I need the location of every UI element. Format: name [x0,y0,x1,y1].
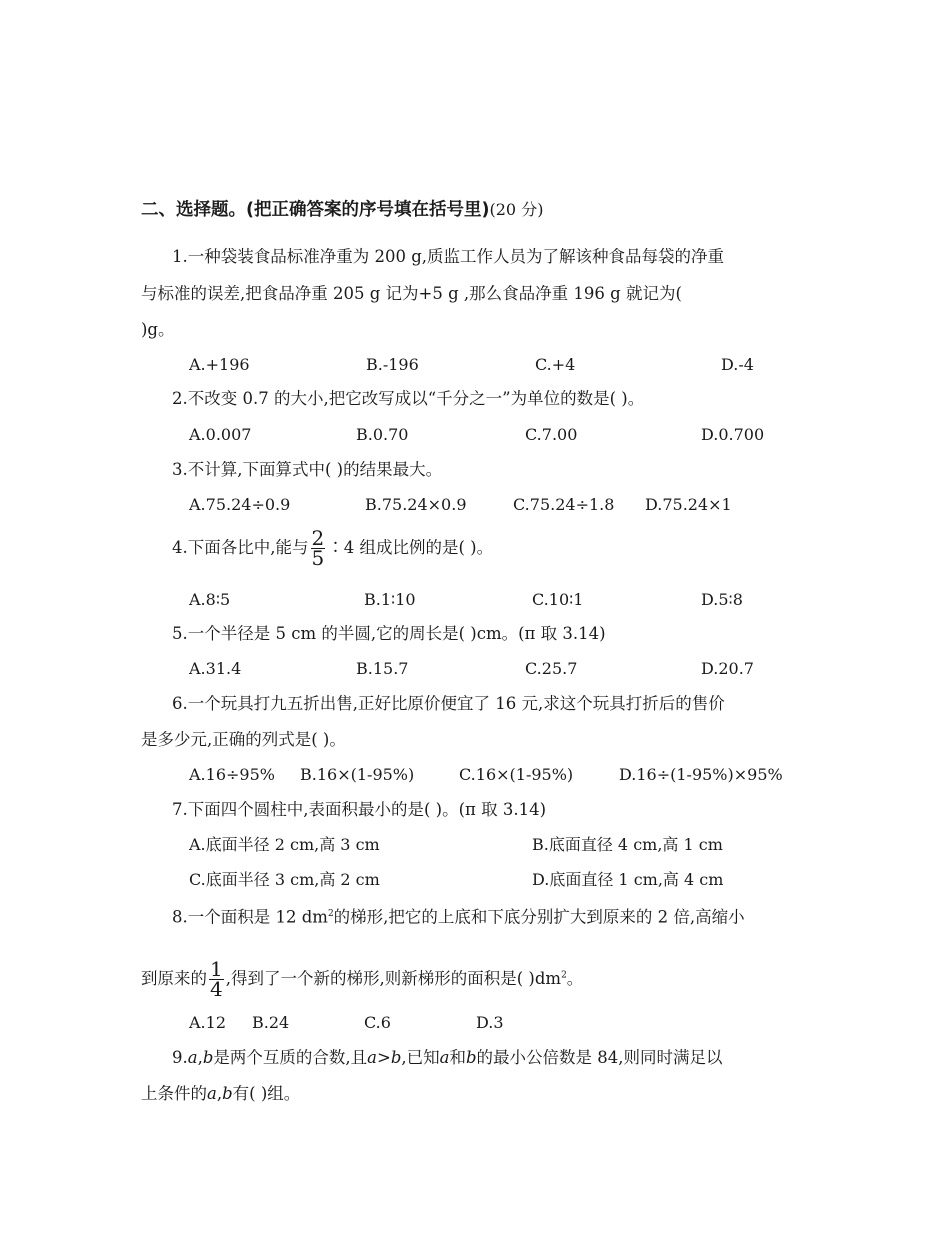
q6-line1: 6.一个玩具打九五折出售,正好比原价便宜了 16 元,求这个玩具打折后的售价 [172,694,725,713]
q4-text [172,526,494,570]
q7-option-b: B.底面直径 4 cm,高 1 cm [532,835,723,854]
q9-comma-2: , [216,1084,223,1103]
q9-var-b: b [202,1048,214,1067]
q8-line2 [141,957,584,1001]
q5-option-a: A.31.4 [189,659,242,678]
q3-option-b: B.75.24×0.9 [365,495,467,514]
section-score: (20 分) [489,200,544,219]
q5-text: 5.一个半径是 5 cm 的半圆,它的周长是( )cm。(π 取 3.14) [172,624,606,643]
q9-line1 [172,1047,723,1069]
q1-option-b: B.-196 [366,355,419,374]
q9-t4: 的最小公倍数是 84,则同时满足以 [476,1048,723,1067]
q8-option-c: C.6 [364,1013,391,1032]
q9-line2 [141,1083,300,1105]
q8-option-d: D.3 [476,1013,504,1032]
q4-frac-num: 2 [311,526,325,550]
q9-num: 9. [172,1048,188,1067]
q8-frac-den: 4 [210,977,223,1001]
q3-option-c: C.75.24÷1.8 [513,495,615,514]
q8-sup-2: 2 [561,970,567,981]
q4-prefix: 4.下面各比中,能与 [172,538,309,557]
q1-option-c: C.+4 [535,355,576,374]
q4-option-b: B.1∶10 [364,590,416,609]
q3-option-a: A.75.24÷0.9 [189,495,291,514]
q5-option-c: C.25.7 [525,659,578,678]
q8-option-a: A.12 [189,1013,226,1032]
q6-option-c: C.16×(1-95%) [459,765,574,784]
q1-line2: 与标准的误差,把食品净重 205 g 记为+5 g ,那么食品净重 196 g 就记为( [141,284,682,303]
q2-option-a: A.0.007 [189,425,252,444]
q3-text: 3.不计算,下面算式中( )的结果最大。 [172,460,443,479]
q6-option-d: D.16÷(1-95%)×95% [619,765,783,784]
q8-line2-a: 到原来的 [141,969,207,988]
q8-fraction [209,957,224,1001]
q1-option-d: D.-4 [721,355,754,374]
q4-fraction [311,526,326,570]
q9-ineq: a>b [367,1048,402,1067]
q9-var-a3: a [207,1084,217,1103]
q9-t1: 是两个互质的合数,且 [213,1048,368,1067]
q7-text: 7.下面四个圆柱中,表面积最小的是( )。(π 取 3.14) [172,800,547,819]
q2-option-d: D.0.700 [701,425,765,444]
q5-option-b: B.15.7 [356,659,409,678]
q2-option-b: B.0.70 [356,425,409,444]
q9-comma: , [197,1048,203,1067]
q6-line2: 是多少元,正确的列式是( )。 [141,730,346,749]
q8-line1-a: 8.一个面积是 12 dm [172,907,328,927]
q8-line1 [172,903,745,929]
q9-t2: ,已知 [401,1048,440,1067]
q9-line2-a: 上条件的 [141,1084,207,1103]
q4-option-a: A.8∶5 [189,590,231,609]
q9-line2-b: 有( )组。 [232,1084,301,1103]
q9-var-a: a [187,1048,198,1067]
q6-option-a: A.16÷95% [189,765,275,784]
q8-frac-num: 1 [210,957,223,981]
q9-var-b2: b [465,1048,477,1067]
q9-var-a2: a [439,1048,450,1067]
q8-line2-b: ,得到了一个新的梯形,则新梯形的面积是( )dm [225,969,562,988]
q7-option-d: D.底面直径 1 cm,高 4 cm [532,870,724,889]
q4-frac-den: 5 [311,546,325,570]
q8-sup-1: 2 [327,909,334,919]
q8-option-b: B.24 [252,1013,290,1032]
q4-option-c: C.10∶1 [532,590,584,609]
q9-t3: 和 [449,1048,466,1067]
q8-line1-b: 的梯形,把它的上底和下底分别扩大到原来的 2 倍,高缩小 [333,907,745,927]
q9-var-b3: b [222,1084,233,1103]
section-title: 二、选择题。(把正确答案的序号填在括号里) [141,200,490,220]
q3-option-d: D.75.24×1 [645,495,732,514]
section-heading [141,199,543,221]
q4-option-d: D.5∶8 [701,590,743,609]
q8-line2-c: 。 [566,969,584,988]
q4-suffix: ∶4 组成比例的是( )。 [327,538,494,557]
q7-option-a: A.底面半径 2 cm,高 3 cm [189,835,380,854]
q2-option-c: C.7.00 [525,425,578,444]
q1-option-a: A.+196 [189,355,250,374]
q2-text: 2.不改变 0.7 的大小,把它改写成以“千分之一”为单位的数是( )。 [172,389,645,408]
q6-option-b: B.16×(1-95%) [300,765,415,784]
q5-option-d: D.20.7 [701,659,754,678]
q1-line3: )g。 [141,320,175,339]
q1-line1: 1.一种袋装食品标准净重为 200 g,质监工作人员为了解该种食品每袋的净重 [172,247,725,266]
q7-option-c: C.底面半径 3 cm,高 2 cm [189,870,380,889]
